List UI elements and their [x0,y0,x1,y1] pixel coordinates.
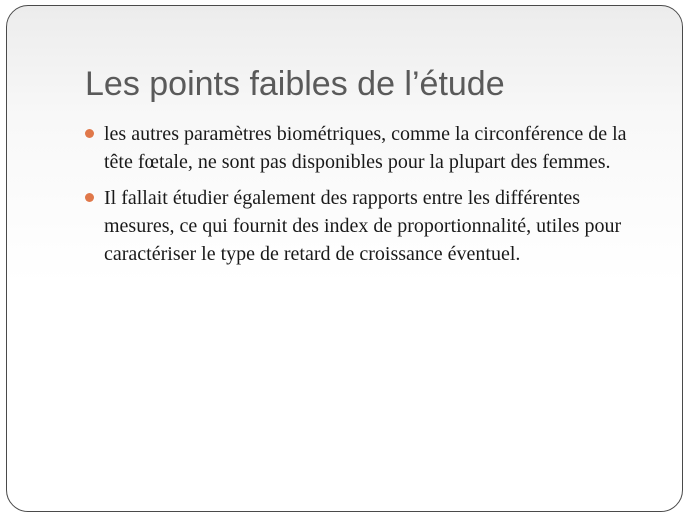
bullet-list [85,120,655,276]
slide-frame [6,5,683,512]
bullet-dot-icon [85,193,94,202]
bullet-dot-icon [85,129,94,138]
bullet-item [85,120,655,176]
bullet-text: Il fallait étudier également des rapports entre les différentes mesures, ce qui fournit des index de proportionnalité, utiles pour caractériser le type de retard de croissance éventuel. [104,187,622,265]
bullet-text: les autres paramètres biométriques, comme la circonférence de la tête fœtale, ne sont pas disponibles pour la plupart des femmes. [104,123,627,173]
slide-title: Les points faibles de l’étude [85,65,505,103]
bullet-item [85,184,655,268]
